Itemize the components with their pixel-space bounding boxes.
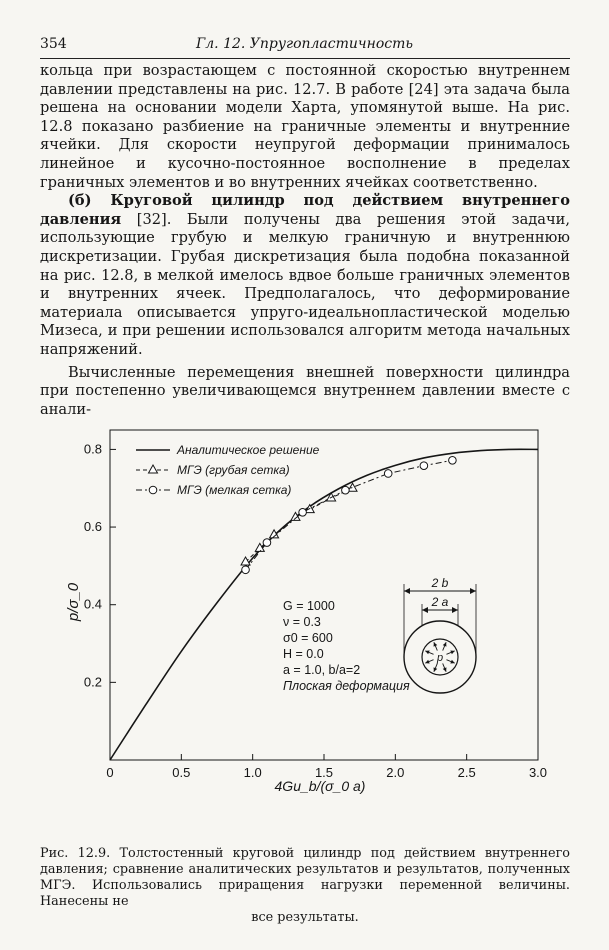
- pressure-label: p: [436, 652, 444, 664]
- chapter-title: Гл. 12. Упругопластичность: [195, 36, 414, 52]
- paragraph-2-text: [32]. Были получены два решения этой задачи, использующие грубую и мелкую граничную и внутреннюю дискретизации. Грубая дискретизация была подобна показанной на рис. 12.8, в мелкой имелось вдвое больше граничных элементов и внутренних ячеек. Предполагалось, что деформирование материала описывается упруго-идеальнопластической моделью Мизеса, и при решении использовался алгоритм метода начальных напряжений.: [40, 210, 570, 358]
- data-point-circle: [299, 509, 307, 517]
- x-tick-label: 2.0: [386, 765, 405, 780]
- cylinder-inset: [404, 576, 476, 693]
- arrow-outer-left: [404, 588, 410, 594]
- x-tick-label: 3.0: [528, 765, 548, 780]
- data-point-circle: [242, 566, 250, 574]
- data-point-circle: [263, 539, 271, 547]
- x-axis-label: 4Gu_b/(σ_0 a): [274, 778, 366, 794]
- data-point-circle: [342, 486, 350, 494]
- caption-text: Рис. 12.9. Толстостенный круговой цилиндр под действием внутреннего давления; сравнение аналитических результатов и результатов, полученных МГЭ. Использовались приращения нагрузки переменной величины. Нанесены не: [40, 846, 570, 909]
- param-strain: Плоская деформация: [283, 679, 410, 693]
- y-tick-label: 0.4: [83, 596, 102, 612]
- figure-12-9: [40, 420, 570, 820]
- legend-label-analytic: Аналитическое решение: [177, 443, 320, 457]
- legend-marker-triangle: [149, 465, 158, 473]
- data-point-circle: [420, 462, 428, 470]
- arrow-inner-right: [452, 607, 458, 613]
- y-tick-label: 0.2: [83, 674, 102, 690]
- arrow-inner-left: [422, 607, 428, 613]
- axes-box: [110, 430, 538, 760]
- param-a: a = 1.0, b/a=2: [283, 663, 361, 677]
- body-text: [40, 62, 570, 419]
- data-point-triangle: [241, 557, 250, 565]
- data-point-circle: [384, 470, 392, 478]
- x-tick-label: 2.5: [457, 765, 476, 780]
- header-rule: [40, 58, 570, 59]
- y-axis-label: p/σ_0: [65, 582, 82, 622]
- figure-caption: [40, 846, 570, 926]
- page-header: [40, 36, 569, 56]
- paragraph-3: Вычисленные перемещения внешней поверхности цилиндра при постепенно увеличивающемся внутреннем давлении вместе с анали-: [40, 363, 570, 418]
- legend-label-coarse: МГЭ (грубая сетка): [177, 463, 290, 477]
- param-sigma: σ0 = 600: [283, 631, 333, 645]
- param-g: G = 1000: [283, 599, 335, 613]
- paragraph-1: кольца при возрастающем с постоянной скоростью внутреннем давлении представлены на рис. 12.7. В работе [24] эта задача была решена на основании модели Харта, упомянутой выше. На рис. 12.8 показано разбиение на граничные элементы и внутренние ячейки. Для скорости неупругой деформации принималось линейное и кусочно-постоянное восполнение в пределах граничных элементов и во внутренних ячейках соответственно.: [40, 62, 570, 191]
- legend: [136, 443, 320, 497]
- dim-label-outer: 2 b: [431, 576, 449, 590]
- parameter-block: [283, 599, 410, 693]
- y-tick-label: 0.6: [83, 519, 102, 535]
- dim-label-inner: 2 a: [431, 595, 449, 609]
- x-tick-label: 1.0: [243, 765, 262, 780]
- param-nu: ν = 0.3: [283, 615, 321, 629]
- x-tick-label: 0.5: [172, 765, 191, 780]
- data-point-circle: [449, 456, 457, 464]
- section-heading: (б) Круговой цилиндр под действием внутреннего давления: [40, 192, 570, 228]
- param-h: H = 0.0: [283, 647, 324, 661]
- x-tick-label: 0: [106, 765, 114, 780]
- legend-label-fine: МГЭ (мелкая сетка): [177, 483, 292, 497]
- arrow-outer-right: [470, 588, 476, 594]
- y-tick-label: 0.8: [83, 441, 102, 457]
- plot-frame: [110, 430, 538, 760]
- caption-last-line: все результаты.: [251, 910, 359, 925]
- page-number: 354: [40, 36, 67, 52]
- paragraph-2: [40, 192, 570, 359]
- x-tick-label: 1.5: [314, 765, 334, 780]
- legend-marker-circle: [149, 486, 157, 494]
